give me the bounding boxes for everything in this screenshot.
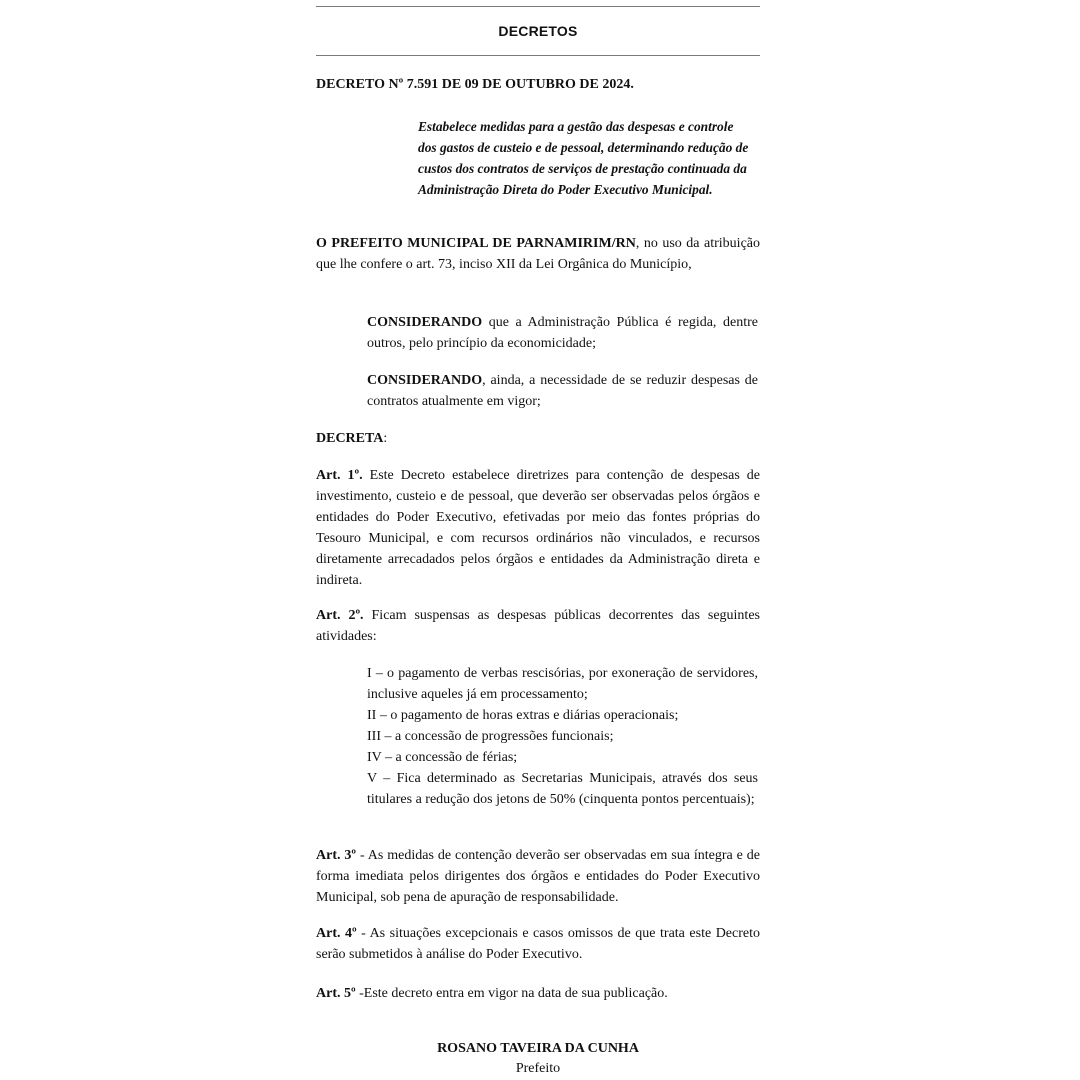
article-1-label: Art. 1º. <box>316 468 363 483</box>
article-4-label: Art. 4º <box>316 926 357 941</box>
preamble-authority: O PREFEITO MUNICIPAL DE PARNAMIRIM/RN <box>316 236 636 251</box>
article-4 <box>316 923 760 965</box>
article-2-label: Art. 2º. <box>316 608 364 623</box>
signatory-role: Prefeito <box>515 1061 561 1076</box>
article-1 <box>316 465 760 591</box>
section-title: DECRETOS <box>498 23 578 39</box>
list-item: I – o pagamento de verbas rescisórias, por exoneração de servidores, inclusive aqueles já em processamento; <box>367 666 758 702</box>
list-item: IV – a concessão de férias; <box>367 750 518 765</box>
considerando-2-text: , ainda, a necessidade de se reduzir despesas de contratos atualmente em vigor; <box>367 373 758 409</box>
article-3-label: Art. 3º <box>316 848 357 863</box>
article-1-text: Este Decreto estabelece diretrizes para contenção de despesas de investimento, custeio e de pessoal, que deverão ser observadas pelos órgãos e entidades do Poder Executivo, efetivadas por meio das fontes próprias do Tesouro Municipal, e com recursos ordinários não vinculados, e recursos diretamente arrecadados pelos órgãos e entidades da Administração direta e indireta. <box>316 468 761 588</box>
signatory-name: ROSANO TAVEIRA DA CUNHA <box>437 1041 639 1056</box>
signature-block <box>316 1039 760 1079</box>
considerando-1 <box>367 312 758 354</box>
considerando-2-label: CONSIDERANDO <box>367 373 483 388</box>
list-item: III – a concessão de progressões funcionais; <box>367 729 614 744</box>
considerando-1-label: CONSIDERANDO <box>367 315 483 330</box>
decreta-colon: : <box>383 431 388 446</box>
article-2-text: Ficam suspensas as despesas públicas decorrentes das seguintes atividades: <box>316 608 760 644</box>
decreta-label: DECRETA <box>316 431 384 446</box>
preamble-text: , no uso da atribuição que lhe confere o art. 73, inciso XII da Lei Orgânica do Município, <box>316 236 761 272</box>
decreta <box>316 428 760 449</box>
list-item: V – Fica determinado as Secretarias Municipais, através dos seus titulares a redução dos jetons de 50% (cinquenta pontos percentuais); <box>367 771 758 807</box>
article-2-items <box>367 663 758 810</box>
decree-title: DECRETO Nº 7.591 DE 09 DE OUTUBRO DE 2024. <box>316 77 634 92</box>
preamble <box>316 233 760 275</box>
list-item: II – o pagamento de horas extras e diárias operacionais; <box>367 708 679 723</box>
header-rule <box>316 55 760 56</box>
considerando-1-text: que a Administração Pública é regida, dentre outros, pelo princípio da economicidade; <box>367 315 758 351</box>
article-3 <box>316 845 760 908</box>
article-4-text: - As situações excepcionais e casos omissos de que trata este Decreto serão submetidos à análise do Poder Executivo. <box>316 926 761 962</box>
article-2 <box>316 605 760 647</box>
article-5-text: -Este decreto entra em vigor na data de sua publicação. <box>355 986 668 1001</box>
considerando-2 <box>367 370 758 412</box>
article-5 <box>316 983 760 1004</box>
ementa: Estabelece medidas para a gestão das despesas e controle dos gastos de custeio e de pessoal, determinando redução de custos dos contratos de serviços de prestação continuada da Administração Direta do Poder Executivo Municipal. <box>418 119 749 197</box>
top-rule <box>316 6 760 7</box>
article-3-text: - As medidas de contenção deverão ser observadas em sua íntegra e de forma imediata pelos dirigentes dos órgãos e entidades do Poder Executivo Municipal, sob pena de apuração de responsabilidade. <box>316 848 761 905</box>
article-5-label: Art. 5º <box>316 986 356 1001</box>
